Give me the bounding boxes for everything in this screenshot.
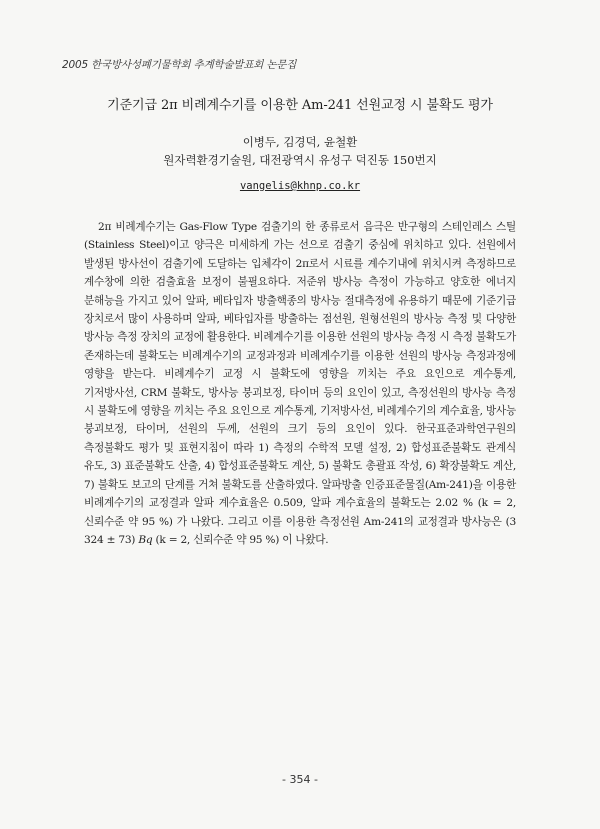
abstract-paragraph bbox=[84, 218, 516, 549]
paper-affiliation: 원자력환경기술원, 대전광역시 유성구 덕진동 150번지 bbox=[163, 153, 437, 167]
activity-unit: Bq bbox=[138, 533, 153, 546]
abstract-body bbox=[84, 218, 516, 549]
paper-authors: 이병두, 김경덕, 윤철환 bbox=[242, 135, 358, 149]
email-link[interactable]: vangelis@khnp.co.kr bbox=[239, 180, 361, 192]
page-number: - 354 - bbox=[282, 773, 318, 786]
abstract-text-end: (k = 2, 신뢰수준 약 95 %) 이 나왔다. bbox=[155, 533, 329, 546]
activity-value: (3 324 ± 73) bbox=[84, 515, 516, 546]
contact-email[interactable] bbox=[0, 180, 600, 192]
abstract-text-main: 2π 비례계수기는 Gas-Flow Type 검출기의 한 종류로서 음극은 반구형의 스테인레스 스틸(Stainless Steel)이고 양극은 미세하게 가는 선으로 검출기 중심에 위치하고 있다. 선원에서 발생된 방사선이 검출기에 도달하는 입체각이 2π로서 시료를 계수기내에 위치시켜 측정하므로 계수창에 의한 검출효율 보정이 불필요하다. 저준위 방사능 측정이 가능하고 양호한 에너지 분해능을 가지고 있어 알파, 베타입자 방출핵종의 방사능 절대측정에 유용하기 때문에 기준기급 장치로서 많이 사용하며 알파, 베타입자를 방출하는 점선원, 원형선원의 방사능 측정 및 다양한 방사능 측정 장치의 교정에 활용한다. 비례계수기를 이용한 선원의 방사능 측정 시 측정 불확도가 존재하는데 불확도는 비례계수기의 교정과정과 비례계수기를 이용한 선원의 방사능 측정과정에 영향을 받는다. 비례계수기 교정 시 불확도에 영향을 끼치는 주요 요인으로 계수통계, 기저방사선, CRM 불확도, 방사능 붕괴보정, 타이머 등의 요인이 있고, 측정선원의 방사능 측정 시 불확도에 영향을 끼치는 주요 요인으로 계수통계, 기저방사선, 비례계수기의 계수효율, 방사능 붕괴보정, 타이머, 선원의 두께, 선원의 크기 등의 요인이 있다. 한국표준과학연구원의 측정불확도 평가 및 표현지침이 따라 1) 측정의 수학적 모델 설정, 2) 합성표준불확도 관계식 유도, 3) 표준불확도 산출, 4) 합성표준불확도 계산, 5) 불확도 총괄표 작성, 6) 확장불확도 계산, 7) 불확도 보고의 단계를 거쳐 불확도를 산출하였다. 알파방출 인증표준물질(Am-241)을 이용한 비례계수기의 교정결과 알파 계수효율은 0.509, 알파 계수효율의 불확도는 2.02 % (k = 2, 신뢰수준 약 95 %) 가 나왔다. 그리고 이를 이용한 측정선원 Am-241의 교정결과 방사능은 bbox=[84, 221, 516, 528]
journal-header: 2005 한국방사성폐기물학회 추계학술발표회 논문집 bbox=[62, 59, 297, 71]
paper-title: 기준기급 2π 비례계수기를 이용한 Am-241 선원교정 시 불확도 평가 bbox=[107, 98, 493, 113]
